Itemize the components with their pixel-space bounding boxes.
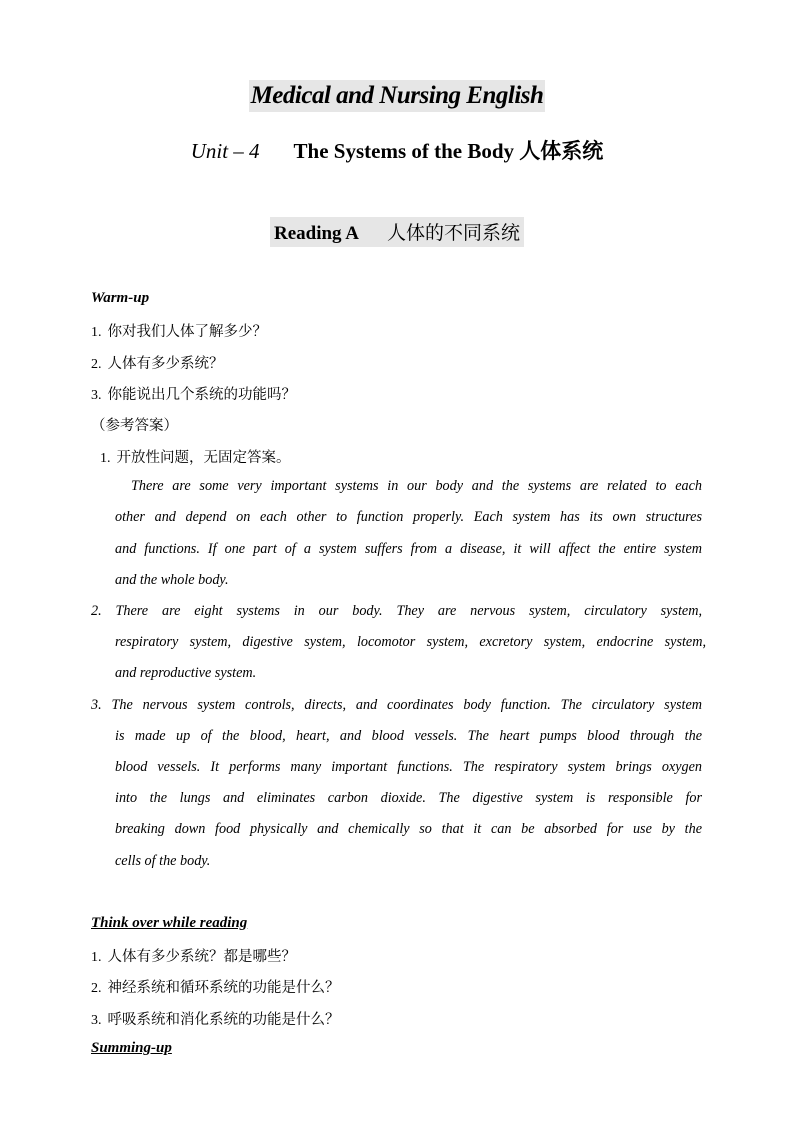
warmup-question [91,352,224,373]
reading-heading-row [0,217,794,247]
answer-3-line: breaking down food physically and chemically so that it can be absorbed for use by the [115,821,702,837]
answer-1-cn [100,446,291,467]
reading-title: 人体的不同系统 [386,222,520,244]
question-number: 1. [91,325,102,340]
unit-heading [0,135,794,165]
question-text: 你对我们人体了解多少？ [107,324,267,340]
question-number: 2. [91,981,102,996]
answer-1-line: and functions. If one part of a system suffers from a disease, it will affect the entire system [115,541,702,557]
answer-1-line: There are some very important systems in our body and the systems are related to each [131,478,702,494]
warmup-question [91,320,267,341]
summing-up-heading: Summing-up [91,1040,172,1056]
question-number: 1. [91,950,102,965]
answer-3-line: 3. The nervous system controls, directs, and coordinates body function. The circulatory system [91,697,702,713]
warmup-heading: Warm-up [91,290,150,306]
answer-3-line: blood vessels. It performs many important functions. The respiratory system brings oxygen [115,759,702,775]
answer-text: 开放性问题，无固定答案。 [116,450,291,466]
answer-1-line: other and depend on each other to function properly. Each system has its own structures [115,509,702,525]
question-text: 你能说出几个系统的功能吗？ [107,387,296,403]
warmup-question [91,383,296,404]
question-text: 人体有多少系统？都是哪些？ [107,949,296,965]
answer-number: 1. [100,451,111,466]
answer-2-line: 2. There are eight systems in our body. They are nervous system, circulatory system, [91,603,702,619]
answer-3-line: is made up of the blood, heart, and blood vessels. The heart pumps blood through the [115,728,702,744]
question-text: 人体有多少系统？ [107,356,224,372]
document-title: Medical and Nursing English [249,80,546,112]
reading-label: Reading A [273,223,359,244]
think-over-heading: Think over while reading [91,915,248,931]
think-over-question [91,1008,340,1029]
title-row [0,80,794,112]
think-over-question [91,976,340,997]
question-text: 神经系统和循环系统的功能是什么？ [107,980,340,996]
question-number: 2. [91,357,102,372]
answer-2-line: respiratory system, digestive system, locomotor system, excretory system, endocrine system, [115,634,706,650]
question-text: 呼吸系统和消化系统的功能是什么？ [107,1012,340,1028]
answer-1-line: and the whole body. [115,572,229,588]
unit-title: The Systems of the Body 人体系统 [293,139,604,163]
question-number: 3. [91,1013,102,1028]
question-number: 3. [91,388,102,403]
answer-3-line: cells of the body. [115,853,211,869]
think-over-question [91,945,296,966]
reading-heading [270,217,524,247]
unit-label: Unit – 4 [190,139,260,163]
answer-2-line: and reproductive system. [115,665,257,681]
answer-3-line: into the lungs and eliminates carbon dioxide. The digestive system is responsible for [115,790,702,806]
reference-answer-label: （参考答案） [91,418,178,434]
